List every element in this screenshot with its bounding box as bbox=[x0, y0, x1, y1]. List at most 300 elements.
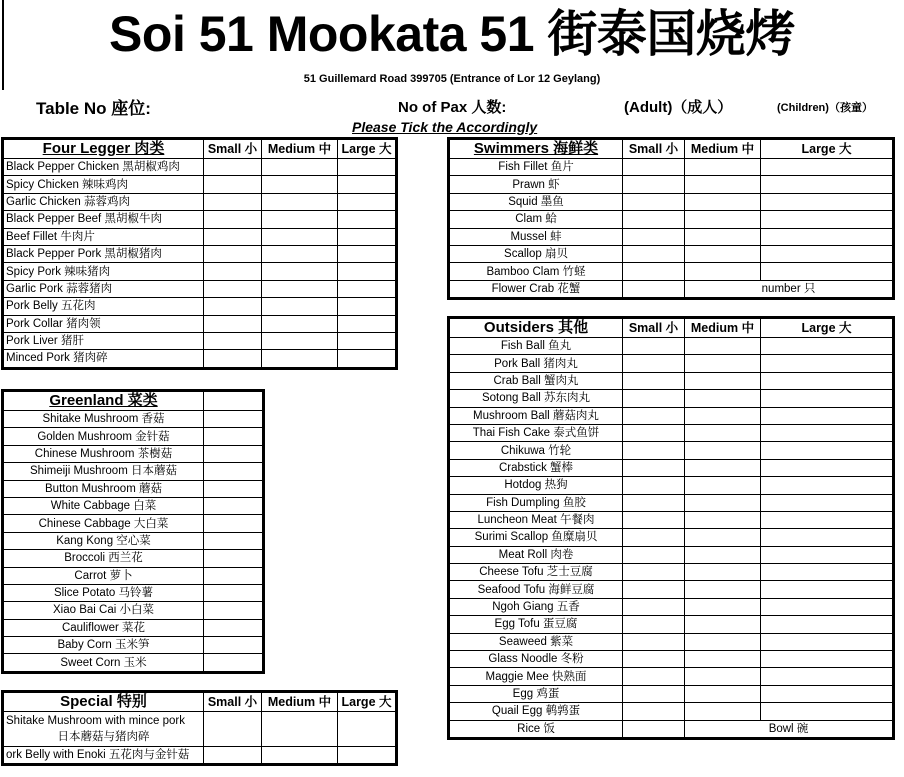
table-row bbox=[450, 372, 893, 389]
four-legger-item: Minced Pork 猪肉碎 bbox=[4, 350, 204, 367]
special-item-mushroom-pork bbox=[4, 712, 204, 747]
tick-cell-small[interactable] bbox=[623, 616, 685, 633]
tick-cell-small[interactable] bbox=[204, 747, 262, 764]
tick-cell-medium[interactable] bbox=[262, 159, 338, 176]
swimmers-item: Bamboo Clam 竹蛏 bbox=[450, 263, 623, 280]
tick-cell[interactable] bbox=[204, 532, 263, 549]
tick-cell-small[interactable] bbox=[623, 372, 685, 389]
size-medium-header: Medium 中 bbox=[262, 140, 338, 159]
tick-cell-large[interactable] bbox=[761, 668, 893, 685]
tick-cell-large[interactable] bbox=[338, 159, 396, 176]
tick-cell[interactable] bbox=[204, 480, 263, 497]
table-row bbox=[4, 619, 263, 636]
tick-cell-small[interactable] bbox=[623, 407, 685, 424]
tick-cell-medium[interactable] bbox=[262, 712, 338, 747]
outsiders-item: Crabstick 蟹棒 bbox=[450, 459, 623, 476]
table-row bbox=[4, 193, 396, 210]
tick-cell-large[interactable] bbox=[761, 159, 893, 176]
tick-cell-medium[interactable] bbox=[685, 211, 761, 228]
table-row bbox=[4, 532, 263, 549]
tick-cell[interactable] bbox=[204, 411, 263, 428]
four-legger-item: Pork Collar 猪肉领 bbox=[4, 315, 204, 332]
swimmers-item: Fish Fillet 鱼片 bbox=[450, 159, 623, 176]
greenland-item: Chinese Cabbage 大白菜 bbox=[4, 515, 204, 532]
tick-cell-small[interactable] bbox=[204, 159, 262, 176]
table-row bbox=[4, 602, 263, 619]
outsiders-item: Surimi Scallop 鱼糜扇贝 bbox=[450, 529, 623, 546]
table-row bbox=[450, 228, 893, 245]
table-row bbox=[4, 515, 263, 532]
table-row bbox=[4, 712, 396, 747]
outsiders-item: Sotong Ball 苏东肉丸 bbox=[450, 390, 623, 407]
tick-cell-large[interactable] bbox=[761, 633, 893, 650]
table-row bbox=[450, 159, 893, 176]
tick-cell-medium[interactable] bbox=[685, 390, 761, 407]
special-item-line2: 日本蘑菇与猪肉碎 bbox=[57, 731, 150, 743]
tick-cell-large[interactable] bbox=[761, 459, 893, 476]
tick-cell-medium[interactable] bbox=[685, 598, 761, 615]
table-row bbox=[450, 616, 893, 633]
greenland-item: White Cabbage 白菜 bbox=[4, 497, 204, 514]
tick-cell-large[interactable] bbox=[338, 332, 396, 349]
size-small-header: Small 小 bbox=[623, 319, 685, 338]
tick-cell-medium[interactable] bbox=[685, 581, 761, 598]
tick-cell[interactable] bbox=[204, 515, 263, 532]
greenland-header-blank bbox=[204, 392, 263, 411]
tick-cell-medium[interactable] bbox=[685, 338, 761, 355]
tick-cell-small[interactable] bbox=[623, 159, 685, 176]
outsiders-title: Outsiders 其他 bbox=[450, 319, 623, 338]
rice-bowl-cell[interactable]: Bowl 碗 bbox=[685, 720, 893, 737]
tick-cell-medium[interactable] bbox=[262, 228, 338, 245]
swimmers-item: Prawn 虾 bbox=[450, 176, 623, 193]
tick-cell-medium[interactable] bbox=[262, 193, 338, 210]
outsiders-item: Glass Noodle 冬粉 bbox=[450, 651, 623, 668]
tick-cell-small[interactable] bbox=[623, 390, 685, 407]
table-row bbox=[4, 747, 396, 764]
tick-cell-small[interactable] bbox=[204, 176, 262, 193]
tick-cell-large[interactable] bbox=[338, 350, 396, 367]
children-label: (Children)（孩童） bbox=[777, 102, 873, 114]
tick-cell-large[interactable] bbox=[761, 193, 893, 210]
swimmers-body bbox=[450, 140, 893, 298]
size-large-header: Large 大 bbox=[761, 140, 893, 159]
tick-cell-large[interactable] bbox=[761, 245, 893, 262]
tick-cell-medium[interactable] bbox=[685, 372, 761, 389]
tick-cell-large[interactable] bbox=[338, 263, 396, 280]
tick-cell-small[interactable] bbox=[623, 529, 685, 546]
tick-cell-large[interactable] bbox=[761, 598, 893, 615]
four-legger-item: Pork Liver 猪肝 bbox=[4, 332, 204, 349]
four-legger-item: Spicy Pork 辣味猪肉 bbox=[4, 263, 204, 280]
table-row bbox=[450, 407, 893, 424]
size-medium-header: Medium 中 bbox=[685, 140, 761, 159]
tick-cell-medium[interactable] bbox=[262, 211, 338, 228]
greenland-body bbox=[4, 392, 263, 672]
tick-cell-small[interactable] bbox=[623, 511, 685, 528]
tick-cell-medium[interactable] bbox=[685, 546, 761, 563]
tick-cell-small[interactable] bbox=[623, 598, 685, 615]
tick-cell-small[interactable] bbox=[204, 315, 262, 332]
greenland-item: Xiao Bai Cai 小白菜 bbox=[4, 602, 204, 619]
tick-cell-medium[interactable] bbox=[685, 245, 761, 262]
tick-cell-large[interactable] bbox=[338, 211, 396, 228]
outsiders-item: Hotdog 热狗 bbox=[450, 477, 623, 494]
tick-cell-small[interactable] bbox=[204, 263, 262, 280]
four-legger-item: Garlic Chicken 蒜蓉鸡肉 bbox=[4, 193, 204, 210]
tick-cell-medium[interactable] bbox=[685, 529, 761, 546]
tick-cell-small[interactable] bbox=[623, 442, 685, 459]
flower-crab-quantity-cell[interactable]: number 只 bbox=[685, 280, 893, 297]
table-row bbox=[4, 176, 396, 193]
restaurant-address: 51 Guillemard Road 399705 (Entrance of Lor 12 Geylang) bbox=[303, 73, 601, 85]
tick-cell-medium[interactable] bbox=[685, 407, 761, 424]
tick-cell-large[interactable] bbox=[338, 176, 396, 193]
outsiders-item: Egg Tofu 蛋豆腐 bbox=[450, 616, 623, 633]
special-item-line1: Shitake Mushroom with mince pork bbox=[6, 715, 185, 727]
tick-cell-large[interactable] bbox=[761, 263, 893, 280]
tick-cell-large[interactable] bbox=[761, 477, 893, 494]
tick-cell[interactable] bbox=[204, 584, 263, 601]
tick-cell-medium[interactable] bbox=[685, 511, 761, 528]
tick-cell-large[interactable] bbox=[761, 703, 893, 720]
tick-cell-small[interactable] bbox=[623, 228, 685, 245]
outsiders-item: Meat Roll 肉卷 bbox=[450, 546, 623, 563]
table-row bbox=[450, 651, 893, 668]
four-legger-item: Black Pepper Beef 黑胡椒牛肉 bbox=[4, 211, 204, 228]
tick-cell[interactable] bbox=[204, 463, 263, 480]
outsiders-item: Seaweed 紫菜 bbox=[450, 633, 623, 650]
tick-cell-medium[interactable] bbox=[262, 263, 338, 280]
four-legger-title: Four Legger 肉类 bbox=[4, 140, 204, 159]
outsiders-item: Thai Fish Cake 泰式鱼饼 bbox=[450, 424, 623, 441]
tick-cell-small[interactable] bbox=[623, 355, 685, 372]
four-legger-item: Beef Fillet 牛肉片 bbox=[4, 228, 204, 245]
four-legger-item: Black Pepper Pork 黑胡椒猪肉 bbox=[4, 245, 204, 262]
table-row bbox=[450, 564, 893, 581]
tick-cell[interactable] bbox=[204, 637, 263, 654]
outsiders-body bbox=[450, 319, 893, 738]
table-row bbox=[450, 668, 893, 685]
tick-cell-large[interactable] bbox=[338, 193, 396, 210]
tick-cell-small[interactable] bbox=[204, 245, 262, 262]
tick-cell[interactable] bbox=[204, 445, 263, 462]
tick-cell-large[interactable] bbox=[761, 424, 893, 441]
tick-cell-medium[interactable] bbox=[685, 159, 761, 176]
table-row bbox=[450, 546, 893, 563]
tick-cell-large[interactable] bbox=[761, 494, 893, 511]
size-medium-header: Medium 中 bbox=[685, 319, 761, 338]
swimmers-header-row bbox=[450, 140, 893, 159]
greenland-table bbox=[3, 391, 263, 672]
swimmers-item: Clam 蛤 bbox=[450, 211, 623, 228]
table-row bbox=[450, 424, 893, 441]
tick-cell-medium[interactable] bbox=[685, 651, 761, 668]
tick-cell-large[interactable] bbox=[761, 390, 893, 407]
table-row bbox=[450, 703, 893, 720]
tick-cell-small[interactable] bbox=[623, 703, 685, 720]
tick-cell-medium[interactable] bbox=[262, 176, 338, 193]
size-small-header: Small 小 bbox=[204, 693, 262, 712]
outsiders-item: Cheese Tofu 芝士豆腐 bbox=[450, 564, 623, 581]
tick-cell-small[interactable] bbox=[623, 651, 685, 668]
tick-cell-large[interactable] bbox=[761, 546, 893, 563]
greenland-item: Cauliflower 菜花 bbox=[4, 619, 204, 636]
tick-cell-medium[interactable] bbox=[262, 298, 338, 315]
tick-cell-medium[interactable] bbox=[262, 747, 338, 764]
table-row bbox=[4, 497, 263, 514]
tick-cell[interactable] bbox=[204, 654, 263, 671]
outsiders-item: Rice 饭 bbox=[450, 720, 623, 737]
tick-cell[interactable] bbox=[204, 497, 263, 514]
tick-cell-small[interactable] bbox=[623, 245, 685, 262]
table-row bbox=[450, 511, 893, 528]
tick-cell[interactable] bbox=[204, 428, 263, 445]
tick-cell-small[interactable] bbox=[623, 176, 685, 193]
tick-cell-small[interactable] bbox=[623, 424, 685, 441]
tick-cell-medium[interactable] bbox=[685, 424, 761, 441]
four-legger-table bbox=[3, 139, 396, 368]
tick-cell-small[interactable] bbox=[623, 564, 685, 581]
greenland-item: Chinese Mushroom 茶樹菇 bbox=[4, 445, 204, 462]
table-row bbox=[450, 193, 893, 210]
four-legger-header-row bbox=[4, 140, 396, 159]
greenland-item: Kang Kong 空心菜 bbox=[4, 532, 204, 549]
table-row bbox=[4, 350, 396, 367]
size-small-header: Small 小 bbox=[204, 140, 262, 159]
tick-cell-medium[interactable] bbox=[685, 459, 761, 476]
tick-cell-small[interactable] bbox=[623, 581, 685, 598]
tick-cell-small[interactable] bbox=[623, 685, 685, 702]
tick-cell-small[interactable] bbox=[204, 332, 262, 349]
table-row bbox=[4, 411, 263, 428]
table-row bbox=[4, 480, 263, 497]
table-row bbox=[450, 494, 893, 511]
tick-cell-small[interactable] bbox=[204, 350, 262, 367]
tick-cell-small[interactable] bbox=[623, 633, 685, 650]
greenland-item: Golden Mushroom 金针菇 bbox=[4, 428, 204, 445]
table-row bbox=[4, 245, 396, 262]
four-legger-item: Black Pepper Chicken 黑胡椒鸡肉 bbox=[4, 159, 204, 176]
tick-cell-small[interactable] bbox=[623, 193, 685, 210]
tick-cell-small[interactable] bbox=[623, 720, 685, 737]
tick-cell-medium[interactable] bbox=[685, 228, 761, 245]
tick-cell-small[interactable] bbox=[204, 211, 262, 228]
tick-cell-large[interactable] bbox=[761, 581, 893, 598]
tick-cell-small[interactable] bbox=[204, 712, 262, 747]
tick-cell-large[interactable] bbox=[338, 298, 396, 315]
table-row bbox=[4, 211, 396, 228]
tick-cell-small[interactable] bbox=[623, 668, 685, 685]
table-row bbox=[4, 315, 396, 332]
tick-cell-small[interactable] bbox=[623, 338, 685, 355]
table-row bbox=[450, 633, 893, 650]
greenland-item: Button Mushroom 蘑菇 bbox=[4, 480, 204, 497]
outsiders-table bbox=[449, 318, 893, 738]
tick-cell-large[interactable] bbox=[338, 747, 396, 764]
special-header-row bbox=[4, 693, 396, 712]
tick-cell-small[interactable] bbox=[623, 494, 685, 511]
table-row bbox=[450, 598, 893, 615]
tick-cell-large[interactable] bbox=[338, 228, 396, 245]
tick-cell-large[interactable] bbox=[338, 280, 396, 297]
tick-cell-large[interactable] bbox=[761, 442, 893, 459]
table-row bbox=[450, 390, 893, 407]
size-large-header: Large 大 bbox=[338, 140, 396, 159]
tick-cell-large[interactable] bbox=[761, 564, 893, 581]
greenland-item: Shimeiji Mushroom 日本蘑菇 bbox=[4, 463, 204, 480]
swimmers-item: Scallop 扇贝 bbox=[450, 245, 623, 262]
tick-cell-medium[interactable] bbox=[262, 332, 338, 349]
size-small-header: Small 小 bbox=[623, 140, 685, 159]
size-large-header: Large 大 bbox=[761, 319, 893, 338]
table-no-label: Table No 座位: bbox=[36, 99, 151, 118]
tick-cell-large[interactable] bbox=[761, 651, 893, 668]
four-legger-item: Garlic Pork 蒜蓉猪肉 bbox=[4, 280, 204, 297]
swimmers-item: Squid 墨鱼 bbox=[450, 193, 623, 210]
table-row bbox=[4, 332, 396, 349]
table-row bbox=[4, 280, 396, 297]
tick-cell-small[interactable] bbox=[204, 298, 262, 315]
four-legger-body bbox=[4, 140, 396, 368]
size-large-header: Large 大 bbox=[338, 693, 396, 712]
tick-cell-medium[interactable] bbox=[685, 193, 761, 210]
tick-cell-small[interactable] bbox=[623, 263, 685, 280]
tick-cell-medium[interactable] bbox=[685, 477, 761, 494]
size-medium-header: Medium 中 bbox=[262, 693, 338, 712]
table-row bbox=[450, 338, 893, 355]
tick-cell[interactable] bbox=[204, 567, 263, 584]
table-row bbox=[450, 176, 893, 193]
tick-cell-large[interactable] bbox=[761, 228, 893, 245]
tick-cell-large[interactable] bbox=[761, 685, 893, 702]
tick-cell-small[interactable] bbox=[623, 477, 685, 494]
tick-cell-medium[interactable] bbox=[685, 494, 761, 511]
tick-cell-medium[interactable] bbox=[685, 176, 761, 193]
table-row bbox=[4, 637, 263, 654]
tick-cell-large[interactable] bbox=[761, 338, 893, 355]
outsiders-item: Luncheon Meat 午餐肉 bbox=[450, 511, 623, 528]
table-row bbox=[450, 459, 893, 476]
tick-cell-large[interactable] bbox=[761, 372, 893, 389]
table-row bbox=[450, 245, 893, 262]
tick-cell[interactable] bbox=[204, 619, 263, 636]
special-title: Special 特别 bbox=[4, 693, 204, 712]
table-row bbox=[4, 228, 396, 245]
tick-cell-large[interactable] bbox=[761, 211, 893, 228]
tick-cell-medium[interactable] bbox=[685, 263, 761, 280]
outsiders-item: Mushroom Ball 蘑菇肉丸 bbox=[450, 407, 623, 424]
table-row bbox=[4, 550, 263, 567]
pax-label: No of Pax 人数: bbox=[398, 99, 507, 116]
tick-cell-large[interactable] bbox=[338, 315, 396, 332]
outsiders-item: Chikuwa 竹轮 bbox=[450, 442, 623, 459]
outsiders-item: Quail Egg 鹌鹑蛋 bbox=[450, 703, 623, 720]
tick-cell-small[interactable] bbox=[623, 280, 685, 297]
table-row bbox=[4, 445, 263, 462]
swimmers-table bbox=[449, 139, 893, 298]
table-row bbox=[4, 298, 396, 315]
special-item-pork-belly-enoki: ork Belly with Enoki 五花肉与金针菇 bbox=[4, 747, 204, 764]
outsiders-item: Fish Ball 鱼丸 bbox=[450, 338, 623, 355]
tick-cell-large[interactable] bbox=[761, 355, 893, 372]
table-row bbox=[4, 463, 263, 480]
outsiders-item: Pork Ball 猪肉丸 bbox=[450, 355, 623, 372]
tick-cell-medium[interactable] bbox=[685, 703, 761, 720]
tick-cell[interactable] bbox=[204, 550, 263, 567]
tick-cell-large[interactable] bbox=[338, 245, 396, 262]
tick-cell-small[interactable] bbox=[623, 459, 685, 476]
tick-cell-large[interactable] bbox=[761, 511, 893, 528]
tick-cell-small[interactable] bbox=[623, 211, 685, 228]
tick-cell-medium[interactable] bbox=[262, 350, 338, 367]
tick-cell-large[interactable] bbox=[761, 529, 893, 546]
four-legger-item: Spicy Chicken 辣味鸡肉 bbox=[4, 176, 204, 193]
tick-cell-medium[interactable] bbox=[685, 564, 761, 581]
outsiders-item: Seafood Tofu 海鲜豆腐 bbox=[450, 581, 623, 598]
tick-cell-medium[interactable] bbox=[685, 685, 761, 702]
tick-cell-large[interactable] bbox=[761, 407, 893, 424]
outsiders-header-row bbox=[450, 319, 893, 338]
table-row bbox=[450, 263, 893, 280]
special-table bbox=[3, 692, 396, 764]
tick-cell-medium[interactable] bbox=[685, 355, 761, 372]
table-row bbox=[4, 428, 263, 445]
tick-cell-medium[interactable] bbox=[262, 245, 338, 262]
tick-cell-large[interactable] bbox=[761, 616, 893, 633]
table-row bbox=[4, 263, 396, 280]
adult-label: (Adult)（成人） bbox=[624, 99, 733, 116]
tick-cell-small[interactable] bbox=[204, 280, 262, 297]
table-row bbox=[450, 477, 893, 494]
tick-cell[interactable] bbox=[204, 602, 263, 619]
outsiders-item: Ngoh Giang 五香 bbox=[450, 598, 623, 615]
tick-instruction: Please Tick the Accordingly bbox=[352, 119, 538, 135]
swimmers-item: Flower Crab 花蟹 bbox=[450, 280, 623, 297]
swimmers-item: Mussel 蚌 bbox=[450, 228, 623, 245]
table-row bbox=[4, 654, 263, 671]
greenland-item: Broccoli 西兰花 bbox=[4, 550, 204, 567]
greenland-item: Baby Corn 玉米笋 bbox=[4, 637, 204, 654]
tick-cell-medium[interactable] bbox=[685, 616, 761, 633]
outsiders-item: Egg 鸡蛋 bbox=[450, 685, 623, 702]
tick-cell-medium[interactable] bbox=[262, 315, 338, 332]
table-row bbox=[450, 442, 893, 459]
tick-cell-small[interactable] bbox=[204, 228, 262, 245]
table-row bbox=[450, 685, 893, 702]
table-row bbox=[4, 584, 263, 601]
tick-cell-medium[interactable] bbox=[262, 280, 338, 297]
tick-cell-medium[interactable] bbox=[685, 668, 761, 685]
tick-cell-medium[interactable] bbox=[685, 442, 761, 459]
outsiders-item: Fish Dumpling 鱼胶 bbox=[450, 494, 623, 511]
greenland-item: Carrot 萝卜 bbox=[4, 567, 204, 584]
table-row bbox=[450, 211, 893, 228]
tick-cell-small[interactable] bbox=[623, 546, 685, 563]
tick-cell-medium[interactable] bbox=[685, 633, 761, 650]
tick-cell-small[interactable] bbox=[204, 193, 262, 210]
tick-cell-large[interactable] bbox=[761, 176, 893, 193]
table-row bbox=[450, 529, 893, 546]
greenland-title: Greenland 菜类 bbox=[4, 392, 204, 411]
greenland-item: Shitake Mushroom 香菇 bbox=[4, 411, 204, 428]
four-legger-item: Pork Belly 五花肉 bbox=[4, 298, 204, 315]
outsiders-item: Maggie Mee 快熟面 bbox=[450, 668, 623, 685]
tick-cell-large[interactable] bbox=[338, 712, 396, 747]
outsiders-item: Crab Ball 蟹肉丸 bbox=[450, 372, 623, 389]
greenland-header-row bbox=[4, 392, 263, 411]
table-row bbox=[4, 159, 396, 176]
